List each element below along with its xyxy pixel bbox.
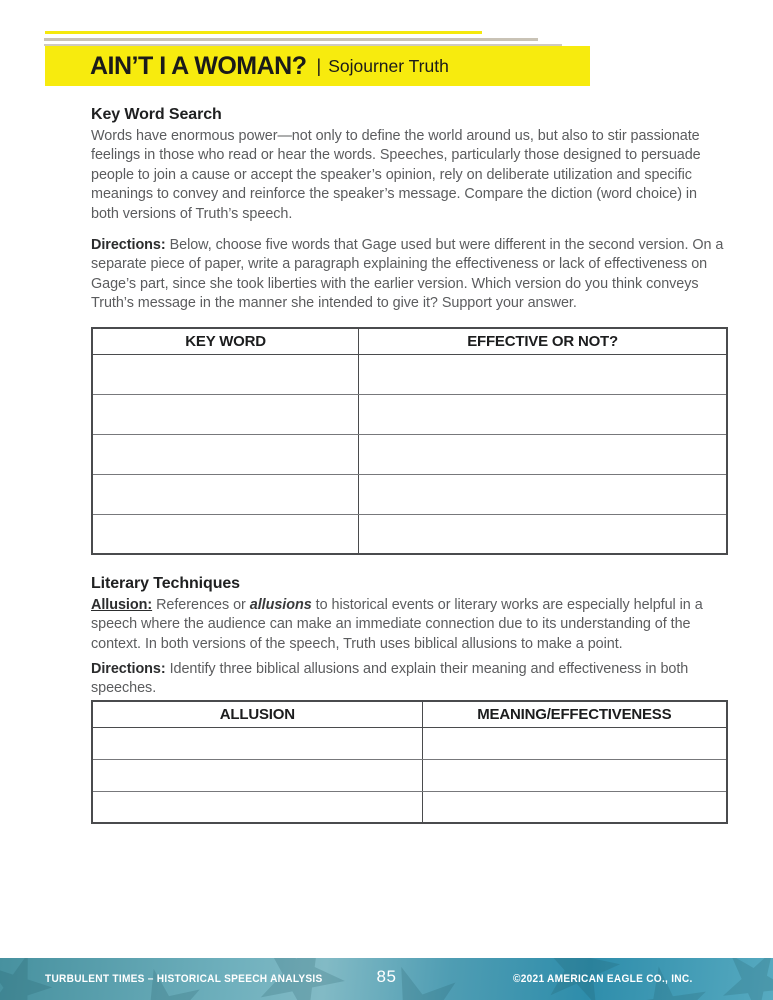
allusion-text-pre: References or [156, 597, 246, 613]
column-header-effective-or-not: EFFECTIVE OR NOT? [359, 328, 727, 354]
empty-answer-cell [359, 514, 727, 554]
empty-answer-cell [359, 394, 727, 434]
table-row [92, 434, 727, 474]
key-word-table [91, 327, 728, 555]
directions-text: Below, choose five words that Gage used but were different in the second version. On a separate piece of paper, write a paragraph explaining the effectiveness or lack of effectiveness on Gage’s part, since she took liberties with the earlier version. Which version do you think conveys Truth’s message in the manner she intended to give it? Support your answer. [91, 237, 724, 312]
table-row [92, 791, 727, 823]
table-row [92, 514, 727, 554]
table-row [92, 394, 727, 434]
table-row [92, 354, 727, 394]
empty-answer-cell [92, 354, 359, 394]
empty-answer-cell [359, 474, 727, 514]
page-footer [0, 958, 773, 1000]
empty-answer-cell [92, 474, 359, 514]
title-separator: | [316, 55, 322, 76]
key-word-search-heading: Key Word Search [91, 106, 222, 123]
allusion-text-post: to historical events or literary works are especially helpful in a speech where the audience can make an immediate connection due to its understanding of the context. In both versions of the speech, Truth uses biblical allusions to make a point. [91, 597, 703, 652]
allusion-table [91, 700, 728, 824]
page-subtitle: Sojourner Truth [328, 55, 449, 76]
empty-answer-cell [359, 354, 727, 394]
column-header-key-word: KEY WORD [92, 328, 359, 354]
column-header-meaning-effectiveness: MEANING/EFFECTIVENESS [422, 701, 727, 727]
empty-answer-cell [92, 791, 422, 823]
literary-techniques-directions [91, 660, 728, 699]
footer-book-title: TURBULENT TIMES – HISTORICAL SPEECH ANALYSIS [45, 973, 323, 985]
empty-answer-cell [359, 434, 727, 474]
title-banner [45, 46, 590, 86]
footer-copyright: ©2021 AMERICAN EAGLE CO., INC. [513, 973, 693, 985]
table-row [92, 727, 727, 759]
top-tan-rule [44, 38, 538, 41]
empty-answer-cell [92, 514, 359, 554]
empty-answer-cell [422, 727, 727, 759]
key-word-search-directions [91, 236, 728, 314]
key-word-table-container [91, 327, 728, 555]
empty-answer-cell [422, 791, 727, 823]
directions-text: Identify three biblical allusions and explain their meaning and effectiveness in both speeches. [91, 661, 689, 697]
literary-techniques-heading: Literary Techniques [91, 575, 240, 592]
column-header-allusion: ALLUSION [92, 701, 422, 727]
allusion-paragraph [91, 596, 728, 654]
table-header-row [92, 328, 727, 354]
allusion-table-container [91, 700, 728, 824]
top-yellow-rule [45, 31, 482, 34]
table-header-row [92, 701, 727, 727]
table-row [92, 474, 727, 514]
page-title: AIN’T I A WOMAN? [90, 51, 307, 80]
allusion-emphasized-word: allusions [249, 597, 312, 613]
empty-answer-cell [92, 727, 422, 759]
key-word-search-intro: Words have enormous power—not only to define the world around us, but also to stir passionate feelings in those who read or hear the words. Speeches, particularly those designed to persuade people to join a cause or accept the speaker’s opinion, rely on deliberate utilization and specific meanings to convey and reinforce the speaker’s message. Compare the diction (word choice) in both versions of Truth’s speech. [91, 128, 701, 222]
empty-answer-cell [92, 394, 359, 434]
allusion-label: Allusion: [91, 597, 153, 613]
directions-label: Directions: [91, 237, 166, 253]
empty-answer-cell [92, 759, 422, 791]
table-row [92, 759, 727, 791]
directions-label: Directions: [91, 661, 166, 677]
empty-answer-cell [92, 434, 359, 474]
empty-answer-cell [422, 759, 727, 791]
footer-page-number: 85 [376, 967, 397, 986]
